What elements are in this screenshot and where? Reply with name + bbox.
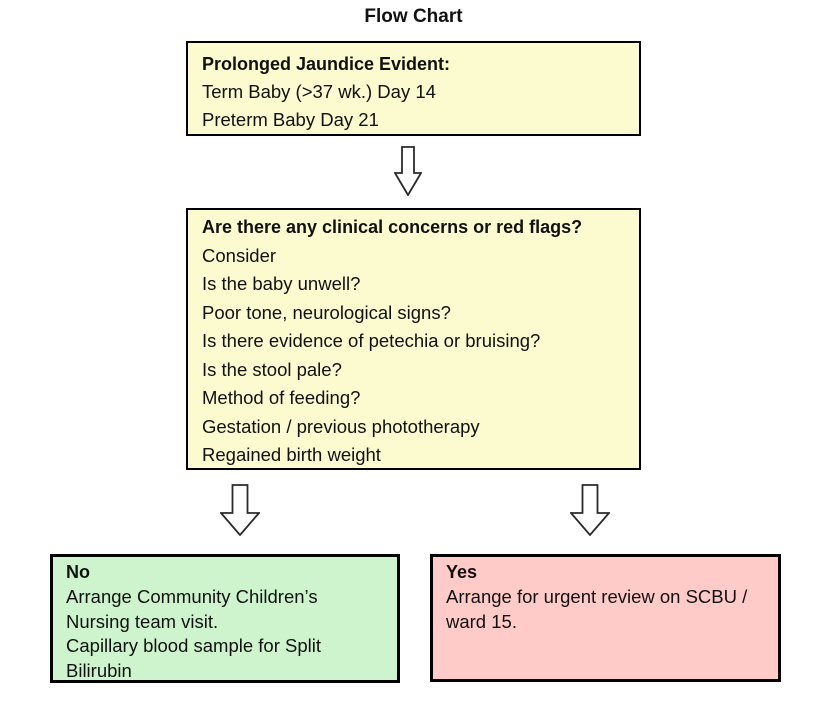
node-outcome-no (50, 554, 400, 683)
node-heading: No (66, 562, 90, 582)
node-line: Arrange for urgent review on SCBU / (446, 585, 748, 607)
node-line: ward 15. (446, 610, 517, 632)
node-heading: Are there any clinical concerns or red flags? (202, 217, 583, 237)
down-arrow-icon (220, 484, 260, 536)
node-line: Method of feeding? (202, 387, 361, 408)
node-line: Nursing team visit. (66, 610, 219, 632)
node-line: Arrange Community Children’s (66, 585, 318, 607)
down-arrow-icon (570, 484, 610, 536)
node-line: Bilirubin (66, 660, 132, 682)
node-line: Preterm Baby Day 21 (202, 109, 379, 130)
node-line: Is the stool pale? (202, 358, 342, 380)
node-line: Is there evidence of petechia or bruising? (202, 330, 541, 351)
node-line: Gestation / previous phototherapy (202, 415, 480, 437)
node-line: Consider (202, 244, 277, 266)
node-heading: Prolonged Jaundice Evident: (202, 54, 451, 74)
node-line: Capillary blood sample for Split (66, 635, 322, 657)
node-clinical-concerns (186, 208, 641, 470)
node-heading: Yes (446, 562, 478, 582)
node-prolonged-jaundice (186, 41, 641, 136)
node-line: Term Baby (>37 wk.) Day 14 (202, 81, 436, 102)
node-outcome-yes (430, 554, 781, 682)
down-arrow-icon (394, 146, 422, 196)
node-line: Poor tone, neurological signs? (202, 301, 451, 323)
node-line: Regained birth weight (202, 444, 381, 465)
page-title: Flow Chart (364, 6, 463, 27)
node-line: Is the baby unwell? (202, 273, 361, 294)
